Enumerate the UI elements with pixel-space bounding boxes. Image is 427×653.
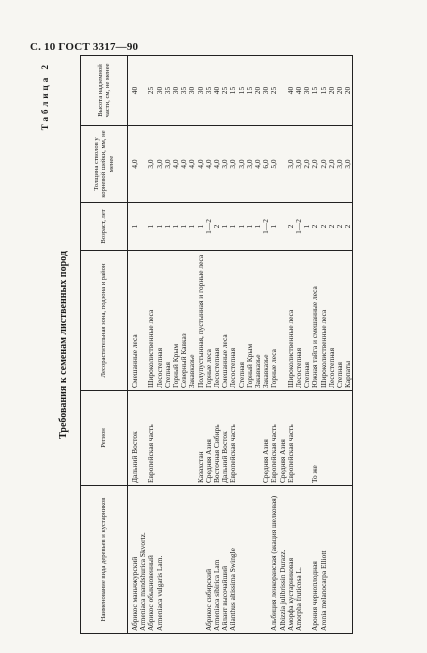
table-cell: 2: [213, 203, 221, 251]
table-cell: 3,0: [336, 126, 344, 203]
table-row: [270, 56, 278, 634]
table-cell: Лесостепная: [213, 251, 221, 391]
table-cell: [180, 486, 188, 634]
table-cell: 1: [221, 203, 229, 251]
table-cell: Armeniaca sibirica Lam: [213, 486, 221, 634]
table-caption: Требования к семенам лиственных пород: [58, 251, 69, 439]
table-cell: [328, 391, 336, 486]
table-cell: 20: [336, 56, 344, 126]
column-header: Высота надземной части, см, не менее: [81, 56, 128, 126]
table-cell: Лесостепная: [328, 251, 336, 391]
table-cell: [172, 486, 180, 634]
table-cell: 1: [156, 203, 164, 251]
table-row: [221, 56, 229, 634]
table-cell: Абрикос сибирский: [205, 486, 213, 634]
table-cell: Европейская часть: [287, 391, 295, 486]
table-header: [81, 56, 128, 634]
table-cell: Лесостепная: [156, 251, 164, 391]
table-cell: 1: [172, 203, 180, 251]
table-cell: Абрикос обыкновенный: [147, 486, 155, 634]
table-cell: Степная: [336, 251, 344, 391]
table-cell: 30: [156, 56, 164, 126]
table-cell: [320, 391, 328, 486]
table-cell: 2,0: [328, 126, 336, 203]
table-cell: 2: [336, 203, 344, 251]
table-cell: 3,0: [246, 126, 254, 203]
column-header: Регион: [81, 391, 128, 486]
table-cell: [246, 486, 254, 634]
table-cell: Горные леса: [205, 251, 213, 391]
table-cell: [188, 486, 196, 634]
table-cell: Европейская часть: [270, 391, 278, 486]
table-cell: 4,0: [128, 126, 140, 203]
table-row: [147, 56, 155, 634]
rotated-table-area: [38, 56, 406, 634]
table-cell: 15: [229, 56, 237, 126]
table-row: [229, 56, 237, 634]
table-cell: То же: [311, 391, 319, 486]
table-row: [328, 56, 336, 634]
table-cell: 35: [180, 56, 188, 126]
table-cell: Armeniaca vulgaris Lam.: [156, 486, 164, 634]
table-cell: Степная: [303, 251, 311, 391]
table-cell: 4,0: [197, 126, 205, 203]
table-cell: Armeniaca mandshurica Skvortz.: [139, 486, 147, 634]
table-number: Таблица 2: [40, 62, 50, 131]
table-cell: 1: [180, 203, 188, 251]
table-cell: 1: [128, 203, 140, 251]
table-cell: Лесостепная: [295, 251, 303, 391]
table-cell: 3,0: [344, 126, 353, 203]
table-cell: [180, 391, 188, 486]
table-cell: 1—2: [295, 203, 303, 251]
table-cell: 4,0: [180, 126, 188, 203]
table-cell: 30: [172, 56, 180, 126]
table-cell: Amorpha fruticosa L.: [295, 486, 303, 634]
table-cell: Полупустынная, пустынная и горные леса: [197, 251, 205, 391]
table-row: [287, 56, 295, 634]
table-cell: 3,0: [164, 126, 172, 203]
table-cell: [254, 486, 262, 634]
table-cell: Ailanthus altissima Swingle: [229, 486, 237, 634]
table-row: [254, 56, 262, 634]
table-cell: 1: [303, 203, 311, 251]
table-cell: 4,0: [213, 126, 221, 203]
table-cell: 30: [188, 56, 196, 126]
table-cell: [295, 391, 303, 486]
table-cell: 2: [320, 203, 328, 251]
table-cell: Лесостепная: [229, 251, 237, 391]
table-cell: [246, 391, 254, 486]
table-cell: 1: [197, 203, 205, 251]
table-cell: [172, 391, 180, 486]
table-cell: 1: [229, 203, 237, 251]
table-cell: [344, 486, 353, 634]
table-row: [205, 56, 213, 634]
column-header: Лесорастительная зона, подзона и район: [81, 251, 128, 391]
table-cell: Карпаты: [344, 251, 353, 391]
table-row: [246, 56, 254, 634]
table-cell: Горный Крым: [246, 251, 254, 391]
table-cell: Закавказье: [254, 251, 262, 391]
table-cell: 1: [188, 203, 196, 251]
table-cell: 1: [147, 203, 155, 251]
table-cell: 15: [320, 56, 328, 126]
table-cell: Казахстан: [197, 391, 205, 486]
table-block: [38, 56, 406, 634]
table-cell: 40: [295, 56, 303, 126]
table-cell: Смешанные леса: [128, 251, 140, 391]
table-cell: [238, 391, 246, 486]
table-cell: 20: [328, 56, 336, 126]
table-cell: [164, 391, 172, 486]
table-cell: Дальний Восток: [221, 391, 229, 486]
table-cell: Европейская часть: [147, 391, 155, 486]
table-cell: Albizzia julibrissin Durazz.: [279, 486, 287, 634]
table-cell: 3,0: [147, 126, 155, 203]
table-cell: [164, 486, 172, 634]
table-cell: 40: [287, 56, 295, 126]
table-row: [320, 56, 328, 634]
table-cell: Широколиственные леса: [320, 251, 328, 391]
table-cell: Абрикос маньчжурский: [128, 486, 140, 634]
table-cell: 2: [311, 203, 319, 251]
table-cell: 4,0: [172, 126, 180, 203]
table-cell: 30: [262, 56, 270, 126]
table-cell: 35: [164, 56, 172, 126]
table-cell: 5,0: [270, 126, 278, 203]
table-cell: 2,0: [303, 126, 311, 203]
table-cell: 40: [128, 56, 140, 126]
table-cell: 30: [197, 56, 205, 126]
table-cell: Аморфа кустарниковая: [287, 486, 295, 634]
table-cell: 1: [246, 203, 254, 251]
table-cell: 40: [213, 56, 221, 126]
table-cell: [328, 486, 336, 634]
table-cell: 3,0: [238, 126, 246, 203]
table-cell: 4,0: [205, 126, 213, 203]
table-cell: 6,0: [262, 126, 270, 203]
table-cell: [344, 391, 353, 486]
table-cell: 1: [270, 203, 278, 251]
table-cell: 2,0: [320, 126, 328, 203]
table-cell: 25: [221, 56, 229, 126]
table-cell: 4,0: [188, 126, 196, 203]
table-cell: 20: [254, 56, 262, 126]
table-cell: 3,0: [287, 126, 295, 203]
table-cell: 2: [328, 203, 336, 251]
table-cell: Средняя Азия: [279, 391, 287, 486]
table-cell: Северный Кавказ: [180, 251, 188, 391]
table-cell: Альбиция ленкоранская (акация шелковая): [270, 486, 278, 634]
table-cell: Европейская часть: [229, 391, 237, 486]
table-cell: [336, 391, 344, 486]
table-cell: [238, 486, 246, 634]
table-cell: 15: [238, 56, 246, 126]
table-cell: Закавказье: [188, 251, 196, 391]
seedling-requirements-table: [80, 55, 353, 634]
table-cell: Широколиственные леса: [287, 251, 295, 391]
table-cell: Восточная Сибирь: [213, 391, 221, 486]
table-cell: 2: [344, 203, 353, 251]
table-cell: [336, 486, 344, 634]
table-cell: Айлант высочайший: [221, 486, 229, 634]
table-cell: Средняя Азия: [205, 391, 213, 486]
table-cell: 3,0: [156, 126, 164, 203]
table-cell: Горный Крым: [172, 251, 180, 391]
table-cell: 15: [246, 56, 254, 126]
table-row: [336, 56, 344, 634]
table-cell: Дальний Восток: [128, 391, 140, 486]
table-cell: 30: [303, 56, 311, 126]
table-cell: Горные леса: [270, 251, 278, 391]
table-cell: 1—2: [205, 203, 213, 251]
table-cell: 25: [270, 56, 278, 126]
table-cell: 4,0: [254, 126, 262, 203]
column-header: Возраст, лет: [81, 203, 128, 251]
table-cell: 1: [238, 203, 246, 251]
table-cell: [156, 391, 164, 486]
table-cell: 3,0: [229, 126, 237, 203]
table-cell: Арония черноплодная: [311, 486, 319, 634]
table-cell: 15: [311, 56, 319, 126]
table-row: [156, 56, 164, 634]
table-cell: 25: [147, 56, 155, 126]
table-cell: 3,0: [221, 126, 229, 203]
table-cell: Степная: [164, 251, 172, 391]
table-cell: Aronia melanocarpa Elliott: [320, 486, 328, 634]
table-cell: 2: [287, 203, 295, 251]
table-row: [180, 56, 188, 634]
table-cell: 1—2: [262, 203, 270, 251]
table-row: [295, 56, 303, 634]
table-cell: 35: [205, 56, 213, 126]
page-header: С. 10 ГОСТ 3317—90: [30, 41, 139, 53]
table-row: [344, 56, 353, 634]
table-cell: Смешанные леса: [221, 251, 229, 391]
column-header: Толщина стволов у корневой шейки, мм, не менее: [81, 126, 128, 203]
table-row: [197, 56, 205, 634]
table-cell: Закавказье: [262, 251, 270, 391]
table-cell: 3,0: [295, 126, 303, 203]
table-cell: 1: [164, 203, 172, 251]
table-body: [128, 56, 353, 634]
table-cell: 20: [344, 56, 353, 126]
table-cell: Степная: [238, 251, 246, 391]
table-cell: Широколиственные леса: [147, 251, 155, 391]
table-cell: 2,0: [311, 126, 319, 203]
column-header: Наименование вида деревьев и кустарников: [81, 486, 128, 634]
table-cell: 1: [254, 203, 262, 251]
table-cell: Средняя Азия: [262, 391, 270, 486]
table-cell: Южная тайга и смешанные леса: [311, 251, 319, 391]
